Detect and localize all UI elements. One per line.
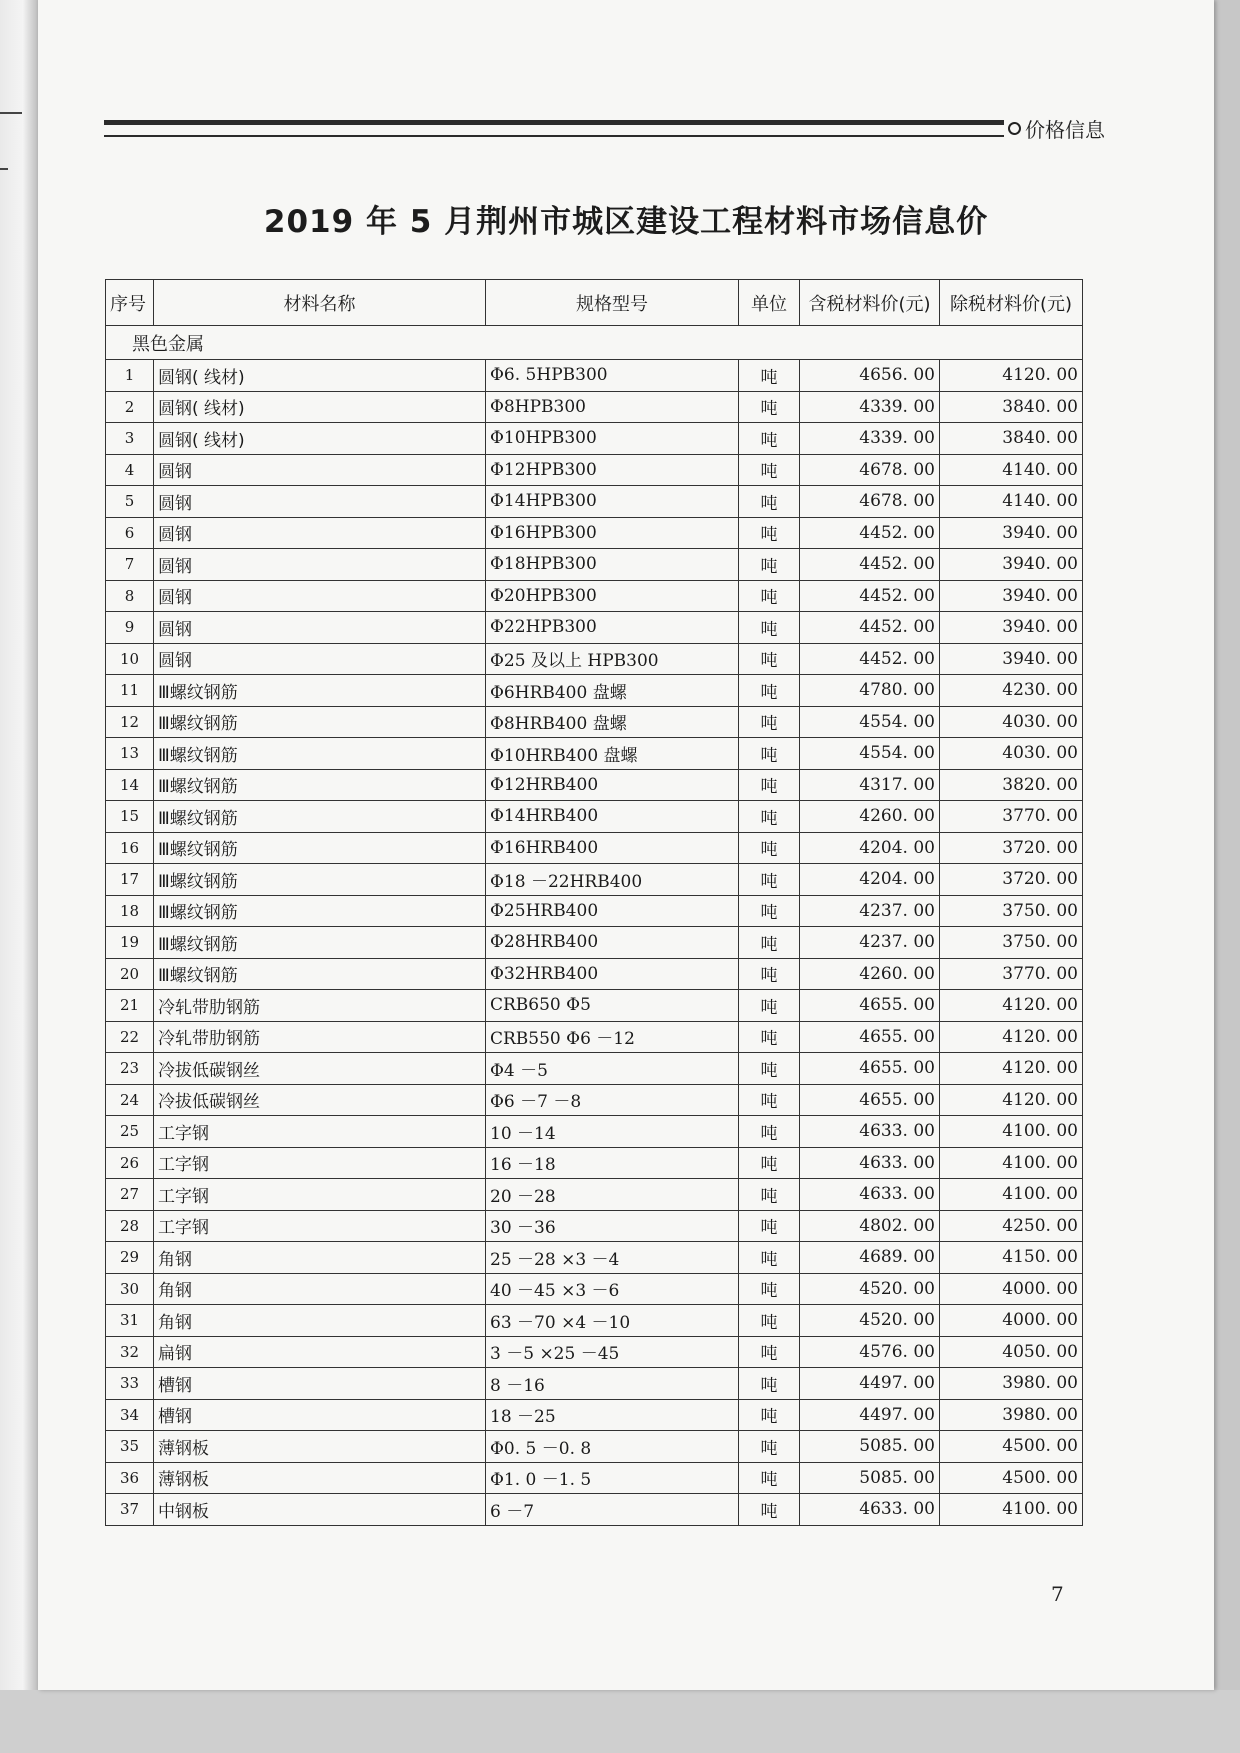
- row-unit: 吨: [739, 580, 800, 612]
- row-price-notax: 3840. 00: [940, 391, 1083, 423]
- row-seq: 27: [106, 1179, 154, 1211]
- table-row: [106, 1210, 1083, 1242]
- table-row: [106, 517, 1083, 549]
- circle-icon: [1008, 122, 1021, 135]
- table-row: [106, 1147, 1083, 1179]
- table-row: [106, 1116, 1083, 1148]
- row-price-notax: 4050. 00: [940, 1336, 1083, 1368]
- table-row: [106, 832, 1083, 864]
- row-price-notax: 3940. 00: [940, 549, 1083, 581]
- table-row: [106, 1053, 1083, 1085]
- row-name: 槽钢: [154, 1399, 486, 1431]
- col-header-spec: 规格型号: [486, 280, 739, 326]
- row-price-tax: 4339. 00: [800, 391, 940, 423]
- row-price-notax: 4120. 00: [940, 360, 1083, 392]
- page-title: 2019 年 5 月荆州市城区建设工程材料市场信息价: [263, 204, 989, 240]
- row-unit: 吨: [739, 360, 800, 392]
- row-price-tax: 4633. 00: [800, 1147, 940, 1179]
- table-row: [106, 1179, 1083, 1211]
- row-unit: 吨: [739, 1336, 800, 1368]
- row-price-notax: 4030. 00: [940, 706, 1083, 738]
- row-name: Ⅲ螺纹钢筋: [154, 801, 486, 833]
- row-price-notax: 3750. 00: [940, 895, 1083, 927]
- row-price-notax: 3940. 00: [940, 580, 1083, 612]
- table-row: [106, 1021, 1083, 1053]
- row-seq: 29: [106, 1242, 154, 1274]
- row-spec: Φ6. 5HPB300: [486, 360, 739, 392]
- row-spec: Φ6 －7 －8: [486, 1084, 739, 1116]
- row-price-notax: 4120. 00: [940, 1021, 1083, 1053]
- row-price-tax: 4497. 00: [800, 1399, 940, 1431]
- row-name: 薄钢板: [154, 1462, 486, 1494]
- row-price-tax: 4204. 00: [800, 832, 940, 864]
- row-seq: 7: [106, 549, 154, 581]
- row-price-notax: 4120. 00: [940, 1053, 1083, 1085]
- row-unit: 吨: [739, 895, 800, 927]
- left-page-edge: [0, 0, 38, 1753]
- row-spec: Φ18HPB300: [486, 549, 739, 581]
- row-name: 角钢: [154, 1305, 486, 1337]
- row-name: 工字钢: [154, 1210, 486, 1242]
- row-name: 工字钢: [154, 1116, 486, 1148]
- row-unit: 吨: [739, 1210, 800, 1242]
- row-name: 圆钢: [154, 549, 486, 581]
- row-unit: 吨: [739, 1084, 800, 1116]
- row-unit: 吨: [739, 738, 800, 770]
- row-seq: 30: [106, 1273, 154, 1305]
- row-price-notax: 3980. 00: [940, 1368, 1083, 1400]
- row-price-tax: 4452. 00: [800, 580, 940, 612]
- col-header-price-notax: 除税材料价(元): [940, 280, 1083, 326]
- row-unit: 吨: [739, 1305, 800, 1337]
- row-price-tax: 4678. 00: [800, 486, 940, 518]
- row-seq: 9: [106, 612, 154, 644]
- row-spec: Φ28HRB400: [486, 927, 739, 959]
- table-row: [106, 1494, 1083, 1526]
- row-price-notax: 4500. 00: [940, 1431, 1083, 1463]
- row-price-notax: 3940. 00: [940, 612, 1083, 644]
- row-name: Ⅲ螺纹钢筋: [154, 738, 486, 770]
- row-unit: 吨: [739, 675, 800, 707]
- row-name: 圆钢: [154, 517, 486, 549]
- row-price-tax: 4520. 00: [800, 1273, 940, 1305]
- row-seq: 11: [106, 675, 154, 707]
- row-name: 冷拔低碳钢丝: [154, 1053, 486, 1085]
- row-name: 角钢: [154, 1273, 486, 1305]
- table-row: [106, 612, 1083, 644]
- row-name: 圆钢( 线材): [154, 360, 486, 392]
- row-seq: 16: [106, 832, 154, 864]
- row-price-notax: 4150. 00: [940, 1242, 1083, 1274]
- row-seq: 13: [106, 738, 154, 770]
- row-unit: 吨: [739, 801, 800, 833]
- table-row: [106, 864, 1083, 896]
- row-name: 薄钢板: [154, 1431, 486, 1463]
- row-seq: 36: [106, 1462, 154, 1494]
- row-seq: 33: [106, 1368, 154, 1400]
- row-seq: 32: [106, 1336, 154, 1368]
- row-price-tax: 4655. 00: [800, 1084, 940, 1116]
- row-spec: CRB650 Φ5: [486, 990, 739, 1022]
- section-label: 价格信息: [1025, 118, 1105, 142]
- table-row: [106, 391, 1083, 423]
- row-unit: 吨: [739, 486, 800, 518]
- row-seq: 35: [106, 1431, 154, 1463]
- section-tag: [1008, 114, 1105, 143]
- row-name: Ⅲ螺纹钢筋: [154, 769, 486, 801]
- row-unit: 吨: [739, 1273, 800, 1305]
- row-price-notax: 4030. 00: [940, 738, 1083, 770]
- row-price-notax: 3770. 00: [940, 958, 1083, 990]
- table-row: [106, 423, 1083, 455]
- row-unit: 吨: [739, 990, 800, 1022]
- row-unit: 吨: [739, 864, 800, 896]
- row-unit: 吨: [739, 612, 800, 644]
- row-price-tax: 4678. 00: [800, 454, 940, 486]
- row-name: Ⅲ螺纹钢筋: [154, 675, 486, 707]
- row-seq: 12: [106, 706, 154, 738]
- col-header-unit: 单位: [739, 280, 800, 326]
- row-price-tax: 4497. 00: [800, 1368, 940, 1400]
- row-unit: 吨: [739, 927, 800, 959]
- row-name: 工字钢: [154, 1179, 486, 1211]
- row-spec: Φ4 －5: [486, 1053, 739, 1085]
- row-name: Ⅲ螺纹钢筋: [154, 927, 486, 959]
- row-price-tax: 4554. 00: [800, 738, 940, 770]
- row-unit: 吨: [739, 1116, 800, 1148]
- row-seq: 4: [106, 454, 154, 486]
- table-row: [106, 1431, 1083, 1463]
- row-seq: 2: [106, 391, 154, 423]
- table-row: [106, 927, 1083, 959]
- row-spec: Φ12HRB400: [486, 769, 739, 801]
- table-header-row: [106, 280, 1083, 326]
- table-row: [106, 1368, 1083, 1400]
- row-seq: 17: [106, 864, 154, 896]
- row-name: 圆钢( 线材): [154, 391, 486, 423]
- row-price-tax: 4452. 00: [800, 643, 940, 675]
- table-row: [106, 1084, 1083, 1116]
- row-price-tax: 4655. 00: [800, 1021, 940, 1053]
- row-price-notax: 3840. 00: [940, 423, 1083, 455]
- table-row: [106, 454, 1083, 486]
- header-rule: [104, 120, 1004, 137]
- table-row: [106, 801, 1083, 833]
- row-spec: Φ16HPB300: [486, 517, 739, 549]
- row-spec: 30 －36: [486, 1210, 739, 1242]
- category-row: [106, 326, 1083, 360]
- row-price-notax: 4230. 00: [940, 675, 1083, 707]
- row-price-notax: 4120. 00: [940, 990, 1083, 1022]
- table-row: [106, 675, 1083, 707]
- row-seq: 1: [106, 360, 154, 392]
- row-unit: 吨: [739, 1462, 800, 1494]
- row-unit: 吨: [739, 549, 800, 581]
- row-seq: 18: [106, 895, 154, 927]
- price-table: [105, 279, 1083, 1526]
- row-unit: 吨: [739, 1147, 800, 1179]
- row-spec: Φ25 及以上 HPB300: [486, 643, 739, 675]
- row-spec: Φ22HPB300: [486, 612, 739, 644]
- table-row: [106, 1462, 1083, 1494]
- row-unit: 吨: [739, 1179, 800, 1211]
- row-price-notax: 3980. 00: [940, 1399, 1083, 1431]
- row-name: 圆钢: [154, 454, 486, 486]
- scan-bottom-band: [0, 1690, 1240, 1753]
- row-spec: Φ16HRB400: [486, 832, 739, 864]
- row-name: 工字钢: [154, 1147, 486, 1179]
- row-spec: Φ18 －22HRB400: [486, 864, 739, 896]
- row-price-notax: 3940. 00: [940, 517, 1083, 549]
- row-seq: 22: [106, 1021, 154, 1053]
- row-price-tax: 4520. 00: [800, 1305, 940, 1337]
- row-price-notax: 4140. 00: [940, 454, 1083, 486]
- row-name: 圆钢: [154, 486, 486, 518]
- row-unit: 吨: [739, 1021, 800, 1053]
- table-row: [106, 990, 1083, 1022]
- row-price-tax: 4554. 00: [800, 706, 940, 738]
- row-price-tax: 4633. 00: [800, 1179, 940, 1211]
- row-price-tax: 4452. 00: [800, 517, 940, 549]
- left-page-rule: [0, 112, 22, 114]
- row-name: 扁钢: [154, 1336, 486, 1368]
- table-row: [106, 360, 1083, 392]
- row-seq: 21: [106, 990, 154, 1022]
- table-row: [106, 643, 1083, 675]
- row-spec: 25 －28 ×3 －4: [486, 1242, 739, 1274]
- table-row: [106, 706, 1083, 738]
- row-unit: 吨: [739, 517, 800, 549]
- row-price-notax: 4100. 00: [940, 1116, 1083, 1148]
- row-seq: 10: [106, 643, 154, 675]
- row-price-tax: 4452. 00: [800, 549, 940, 581]
- row-spec: 63 －70 ×4 －10: [486, 1305, 739, 1337]
- row-price-notax: 4140. 00: [940, 486, 1083, 518]
- row-spec: Φ1. 0 －1. 5: [486, 1462, 739, 1494]
- row-price-notax: 4120. 00: [940, 1084, 1083, 1116]
- row-price-tax: 4317. 00: [800, 769, 940, 801]
- row-price-notax: 4100. 00: [940, 1494, 1083, 1526]
- row-spec: Φ20HPB300: [486, 580, 739, 612]
- table-row: [106, 738, 1083, 770]
- row-price-tax: 4689. 00: [800, 1242, 940, 1274]
- row-seq: 26: [106, 1147, 154, 1179]
- row-spec: Φ8HPB300: [486, 391, 739, 423]
- row-name: 圆钢: [154, 643, 486, 675]
- row-seq: 23: [106, 1053, 154, 1085]
- col-header-name: 材料名称: [154, 280, 486, 326]
- row-unit: 吨: [739, 423, 800, 455]
- row-spec: 10 －14: [486, 1116, 739, 1148]
- row-unit: 吨: [739, 958, 800, 990]
- row-spec: 3 －5 ×25 －45: [486, 1336, 739, 1368]
- table-row: [106, 958, 1083, 990]
- row-unit: 吨: [739, 1368, 800, 1400]
- table-row: [106, 1242, 1083, 1274]
- page-number: 7: [1051, 1582, 1064, 1606]
- row-price-notax: 4100. 00: [940, 1147, 1083, 1179]
- row-price-notax: 3770. 00: [940, 801, 1083, 833]
- table-row: [106, 580, 1083, 612]
- table-row: [106, 1336, 1083, 1368]
- row-price-tax: 4339. 00: [800, 423, 940, 455]
- row-name: 角钢: [154, 1242, 486, 1274]
- row-unit: 吨: [739, 391, 800, 423]
- row-price-tax: 4780. 00: [800, 675, 940, 707]
- row-spec: Φ8HRB400 盘螺: [486, 706, 739, 738]
- row-spec: Φ32HRB400: [486, 958, 739, 990]
- row-name: Ⅲ螺纹钢筋: [154, 895, 486, 927]
- row-name: 圆钢: [154, 580, 486, 612]
- right-page-edge: [1214, 0, 1240, 1690]
- row-seq: 14: [106, 769, 154, 801]
- row-unit: 吨: [739, 643, 800, 675]
- document-page: [38, 0, 1214, 1690]
- row-unit: 吨: [739, 1494, 800, 1526]
- row-seq: 8: [106, 580, 154, 612]
- row-price-notax: 3720. 00: [940, 864, 1083, 896]
- row-spec: Φ10HPB300: [486, 423, 739, 455]
- row-seq: 31: [106, 1305, 154, 1337]
- col-header-seq: 序号: [106, 280, 154, 326]
- row-name: 圆钢: [154, 612, 486, 644]
- table-row: [106, 895, 1083, 927]
- row-price-tax: 5085. 00: [800, 1462, 940, 1494]
- row-seq: 24: [106, 1084, 154, 1116]
- row-spec: 8 －16: [486, 1368, 739, 1400]
- category-label: 黑色金属: [106, 326, 1083, 360]
- row-unit: 吨: [739, 1242, 800, 1274]
- col-header-price-tax: 含税材料价(元): [800, 280, 940, 326]
- row-spec: 6 －7: [486, 1494, 739, 1526]
- row-unit: 吨: [739, 1399, 800, 1431]
- row-spec: 20 －28: [486, 1179, 739, 1211]
- row-spec: Φ0. 5 －0. 8: [486, 1431, 739, 1463]
- table-row: [106, 1305, 1083, 1337]
- row-name: Ⅲ螺纹钢筋: [154, 864, 486, 896]
- row-name: 中钢板: [154, 1494, 486, 1526]
- row-seq: 25: [106, 1116, 154, 1148]
- row-seq: 15: [106, 801, 154, 833]
- left-page-mark: [0, 168, 8, 170]
- row-price-tax: 4260. 00: [800, 801, 940, 833]
- row-spec: Φ14HRB400: [486, 801, 739, 833]
- row-price-notax: 4250. 00: [940, 1210, 1083, 1242]
- row-price-tax: 4204. 00: [800, 864, 940, 896]
- row-price-notax: 4100. 00: [940, 1179, 1083, 1211]
- row-price-tax: 4237. 00: [800, 895, 940, 927]
- row-price-tax: 4237. 00: [800, 927, 940, 959]
- row-name: 冷轧带肋钢筋: [154, 1021, 486, 1053]
- row-seq: 5: [106, 486, 154, 518]
- row-price-notax: 3750. 00: [940, 927, 1083, 959]
- row-price-tax: 4802. 00: [800, 1210, 940, 1242]
- row-spec: Φ6HRB400 盘螺: [486, 675, 739, 707]
- table-row: [106, 769, 1083, 801]
- row-name: Ⅲ螺纹钢筋: [154, 958, 486, 990]
- row-price-tax: 4655. 00: [800, 1053, 940, 1085]
- row-price-notax: 3820. 00: [940, 769, 1083, 801]
- row-name: Ⅲ螺纹钢筋: [154, 832, 486, 864]
- row-name: 冷轧带肋钢筋: [154, 990, 486, 1022]
- row-price-tax: 4452. 00: [800, 612, 940, 644]
- row-price-notax: 3940. 00: [940, 643, 1083, 675]
- row-price-tax: 4655. 00: [800, 990, 940, 1022]
- row-price-tax: 4576. 00: [800, 1336, 940, 1368]
- row-unit: 吨: [739, 1431, 800, 1463]
- row-spec: CRB550 Φ6 －12: [486, 1021, 739, 1053]
- table-row: [106, 549, 1083, 581]
- row-spec: 16 －18: [486, 1147, 739, 1179]
- row-unit: 吨: [739, 454, 800, 486]
- row-price-notax: 4000. 00: [940, 1273, 1083, 1305]
- row-spec: Φ14HPB300: [486, 486, 739, 518]
- row-spec: Φ25HRB400: [486, 895, 739, 927]
- row-spec: 40 －45 ×3 －6: [486, 1273, 739, 1305]
- row-price-tax: 4260. 00: [800, 958, 940, 990]
- row-name: 圆钢( 线材): [154, 423, 486, 455]
- row-seq: 28: [106, 1210, 154, 1242]
- table-row: [106, 486, 1083, 518]
- table-row: [106, 1273, 1083, 1305]
- row-price-notax: 4500. 00: [940, 1462, 1083, 1494]
- row-price-notax: 4000. 00: [940, 1305, 1083, 1337]
- row-price-tax: 4633. 00: [800, 1116, 940, 1148]
- row-price-tax: 4633. 00: [800, 1494, 940, 1526]
- row-unit: 吨: [739, 706, 800, 738]
- row-name: Ⅲ螺纹钢筋: [154, 706, 486, 738]
- row-spec: 18 －25: [486, 1399, 739, 1431]
- row-name: 冷拔低碳钢丝: [154, 1084, 486, 1116]
- row-price-notax: 3720. 00: [940, 832, 1083, 864]
- table-row: [106, 1399, 1083, 1431]
- row-seq: 20: [106, 958, 154, 990]
- row-price-tax: 5085. 00: [800, 1431, 940, 1463]
- row-seq: 34: [106, 1399, 154, 1431]
- row-unit: 吨: [739, 769, 800, 801]
- row-spec: Φ10HRB400 盘螺: [486, 738, 739, 770]
- row-name: 槽钢: [154, 1368, 486, 1400]
- row-spec: Φ12HPB300: [486, 454, 739, 486]
- row-unit: 吨: [739, 1053, 800, 1085]
- row-seq: 19: [106, 927, 154, 959]
- row-unit: 吨: [739, 832, 800, 864]
- row-price-tax: 4656. 00: [800, 360, 940, 392]
- row-seq: 6: [106, 517, 154, 549]
- row-seq: 37: [106, 1494, 154, 1526]
- row-seq: 3: [106, 423, 154, 455]
